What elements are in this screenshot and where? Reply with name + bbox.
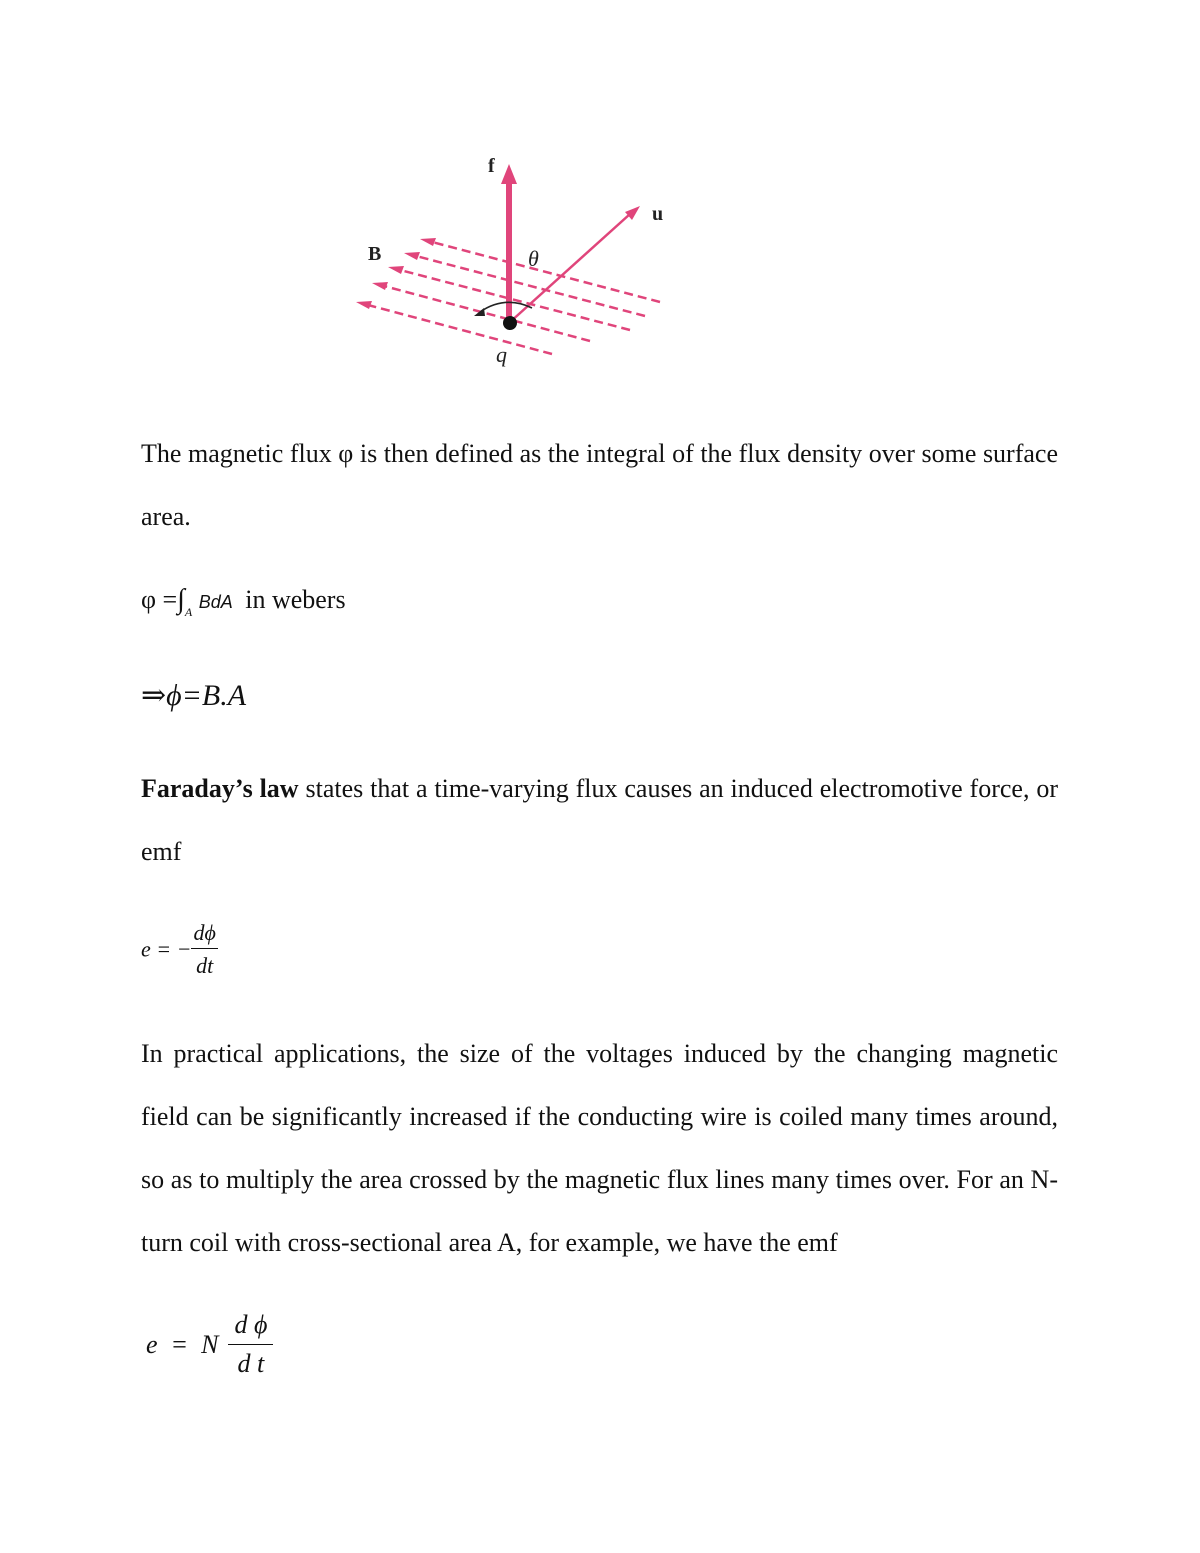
eq1-suffix: in webers (245, 585, 346, 614)
eq4-fraction (228, 1310, 273, 1379)
equation-emf (141, 920, 218, 979)
arrowhead (420, 238, 436, 246)
label-q: q (496, 342, 507, 367)
equation-flux-integral (141, 584, 346, 620)
arrowhead (372, 282, 388, 290)
paragraph-faradays-law (141, 757, 1058, 883)
label-u: u (652, 203, 664, 225)
arrowhead (356, 301, 372, 309)
equation-flux-product: ⇒ϕ=B.A (141, 679, 247, 712)
eq4-numerator: d ϕ (228, 1310, 273, 1345)
eq3-lhs: e = − (141, 936, 192, 962)
b-field-line (432, 242, 660, 302)
label-b: B (368, 243, 382, 265)
arrowhead (388, 266, 404, 274)
equation-coil-emf (146, 1310, 273, 1379)
paragraph-magnetic-flux: The magnetic flux φ is then defined as the integral of the flux density over some surface area. (141, 439, 1058, 531)
eq3-denominator: dt (196, 953, 214, 978)
eq4-lhs: e = N (146, 1329, 219, 1359)
faradays-law-term: Faraday’s law (141, 774, 299, 803)
force-arrowhead (501, 164, 517, 184)
eq4-denominator: d t (237, 1349, 265, 1378)
arrowhead (404, 252, 420, 260)
b-field-line (368, 305, 552, 354)
force-diagram-svg (340, 140, 700, 380)
force-diagram (340, 140, 700, 380)
eq1-lhs: φ = (141, 585, 178, 614)
eq1-integral-sign: ∫ (177, 584, 185, 615)
charge-dot (503, 316, 517, 330)
label-theta: θ (528, 246, 539, 271)
eq1-integrand: BdA (198, 592, 233, 612)
label-f: f (488, 155, 495, 177)
eq3-fraction (191, 920, 217, 979)
b-field-lines (368, 242, 660, 354)
eq3-numerator: dϕ (191, 920, 217, 949)
faradays-law-text: states that a time-varying flux causes an induced electromotive force, or emf (141, 774, 1059, 866)
eq1-subscript: A (184, 605, 193, 619)
paragraph-practical-applications: In practical applications, the size of the voltages induced by the changing magnetic field can be significantly increased if the conducting wire is coiled many times around, so as to multiply the area crossed by the magnetic flux lines many times over. For an N-turn coil with cross-sectional area A, for example, we have the emf (141, 1039, 1058, 1257)
